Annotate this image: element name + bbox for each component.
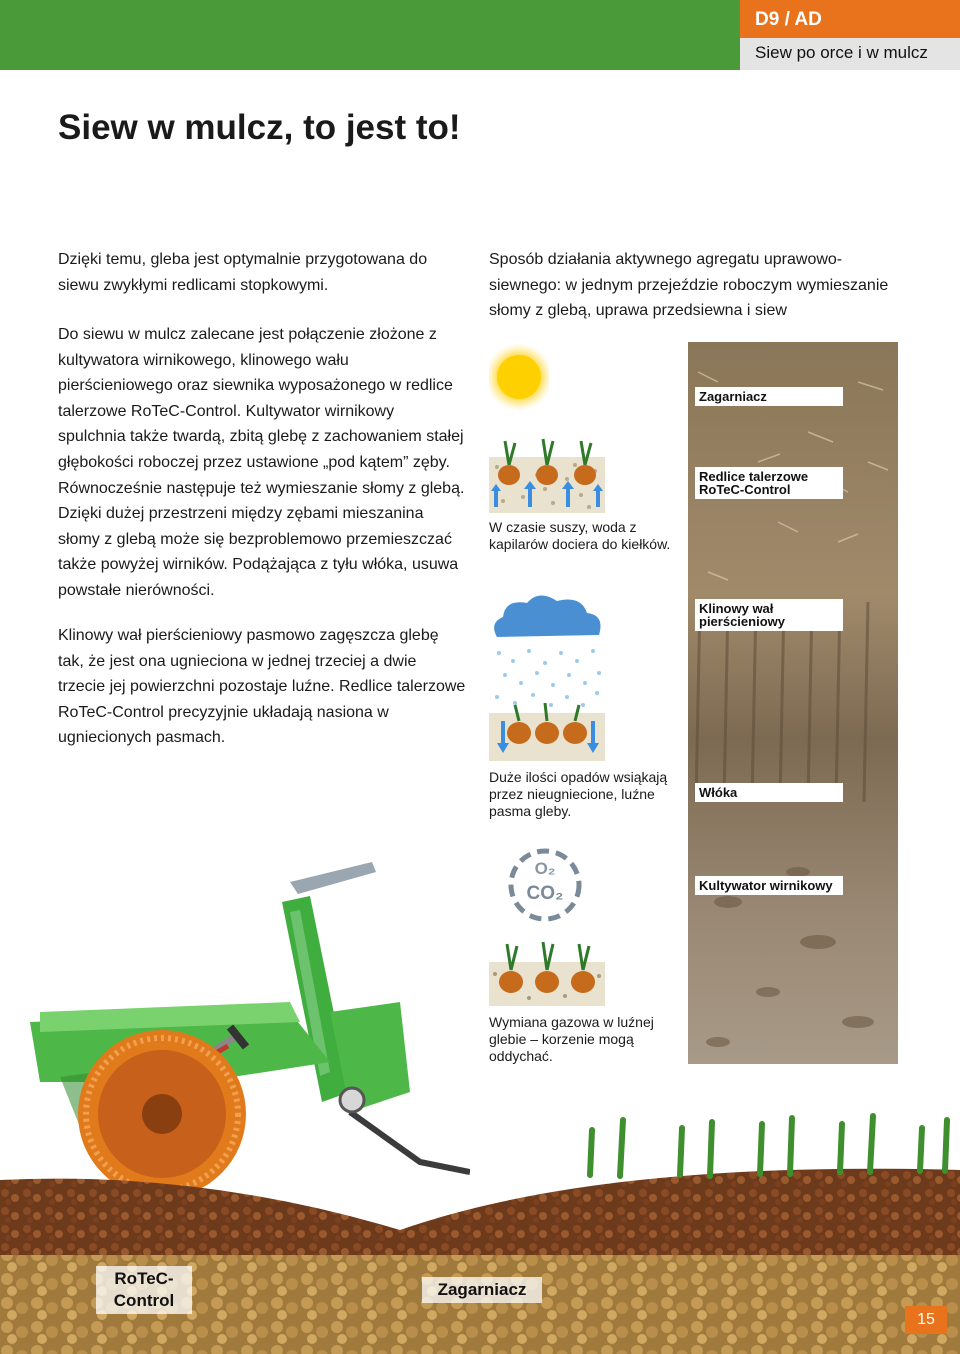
header-bar [0,0,740,70]
section-tab [740,0,960,70]
page-number: 15 [905,1306,947,1334]
drought-roots-illustration [489,437,605,513]
caption-rain: Duże ilości opadów wsiąkają przez nieugniecione, luźne pasma gleby. [489,769,668,819]
rain-illustration [489,593,605,761]
section-code: D9 / AD [740,0,960,38]
paragraph-combination: Do siewu w mulcz zalecane jest połączenie złożone z kultywatora wirnikowego, klinowego wału pierścieniowego oraz siewnika wyposażonego w redlice talerzowe RoTeC-Control. Kultywator wirnikowy spulchnia także twardą, zbitą glebę z zachowaniem stałej głębokości roboczej przez ustawione „pod kątem” zęby. Równocześnie następuje też wymieszanie słomy z glebą. Dzięki dużej przestrzeni między zębami mieszanina słomy z glebą może się bezproblemowo przemieszczać także powyżej wirników. Podążająca z tyłu włóka, usuwa powstałe nierówności. [58,326,465,599]
paragraph-method: Sposób działania aktywnego agregatu uprawowo-siewnego: w jednym przejeździe roboczym wymieszanie słomy z glebą, uprawa przedsiewna i siew [489,251,889,320]
page-title: Siew w mulcz, to jest to! [58,108,461,147]
paragraph-ring-roller: Klinowy wał pierścieniowy pasmowo zagęszcza glebę tak, że jest ona ugnieciona w jednej trzeciej a dwie trzecie jej powierzchni pozostaje luźne. Redlice talerzowe RoTeC-Control precyzyjnie układają nasiona w ugniecionych pasmach. [58,627,466,747]
o2-label: O₂ [534,859,556,878]
paragraph-intro: Dzięki temu, gleba jest optymalnie przygotowana do siewu zwykłymi redlicami stopkowymi. [58,251,428,294]
caption-gas: Wymiana gazowa w luźnej glebie – korzenie mogą oddychać. [489,1014,654,1064]
section-subtitle: Siew po orce i w mulcz [740,38,960,70]
field-photo [688,342,898,1064]
bottom-label-rotec: RoTeC- Control [96,1266,192,1314]
field-label-wloka: Włóka [695,783,843,802]
sun-icon [489,342,549,417]
gas-exchange-icon [503,845,587,925]
field-label-kultywator: Kultywator wirnikowy [695,876,843,895]
bottom-label-zagarniacz: Zagarniacz [422,1277,542,1303]
caption-drought: W czasie suszy, woda z kapilarów dociera do kiełków. [489,519,671,552]
field-label-klinowy: Klinowy wał pierścieniowy [695,599,843,631]
field-label-zagarniacz: Zagarniacz [695,387,843,406]
field-label-redlice: Redlice talerzowe RoTeC-Control [695,467,843,499]
gas-roots-illustration [489,940,605,1006]
co2-label: CO₂ [526,883,564,904]
